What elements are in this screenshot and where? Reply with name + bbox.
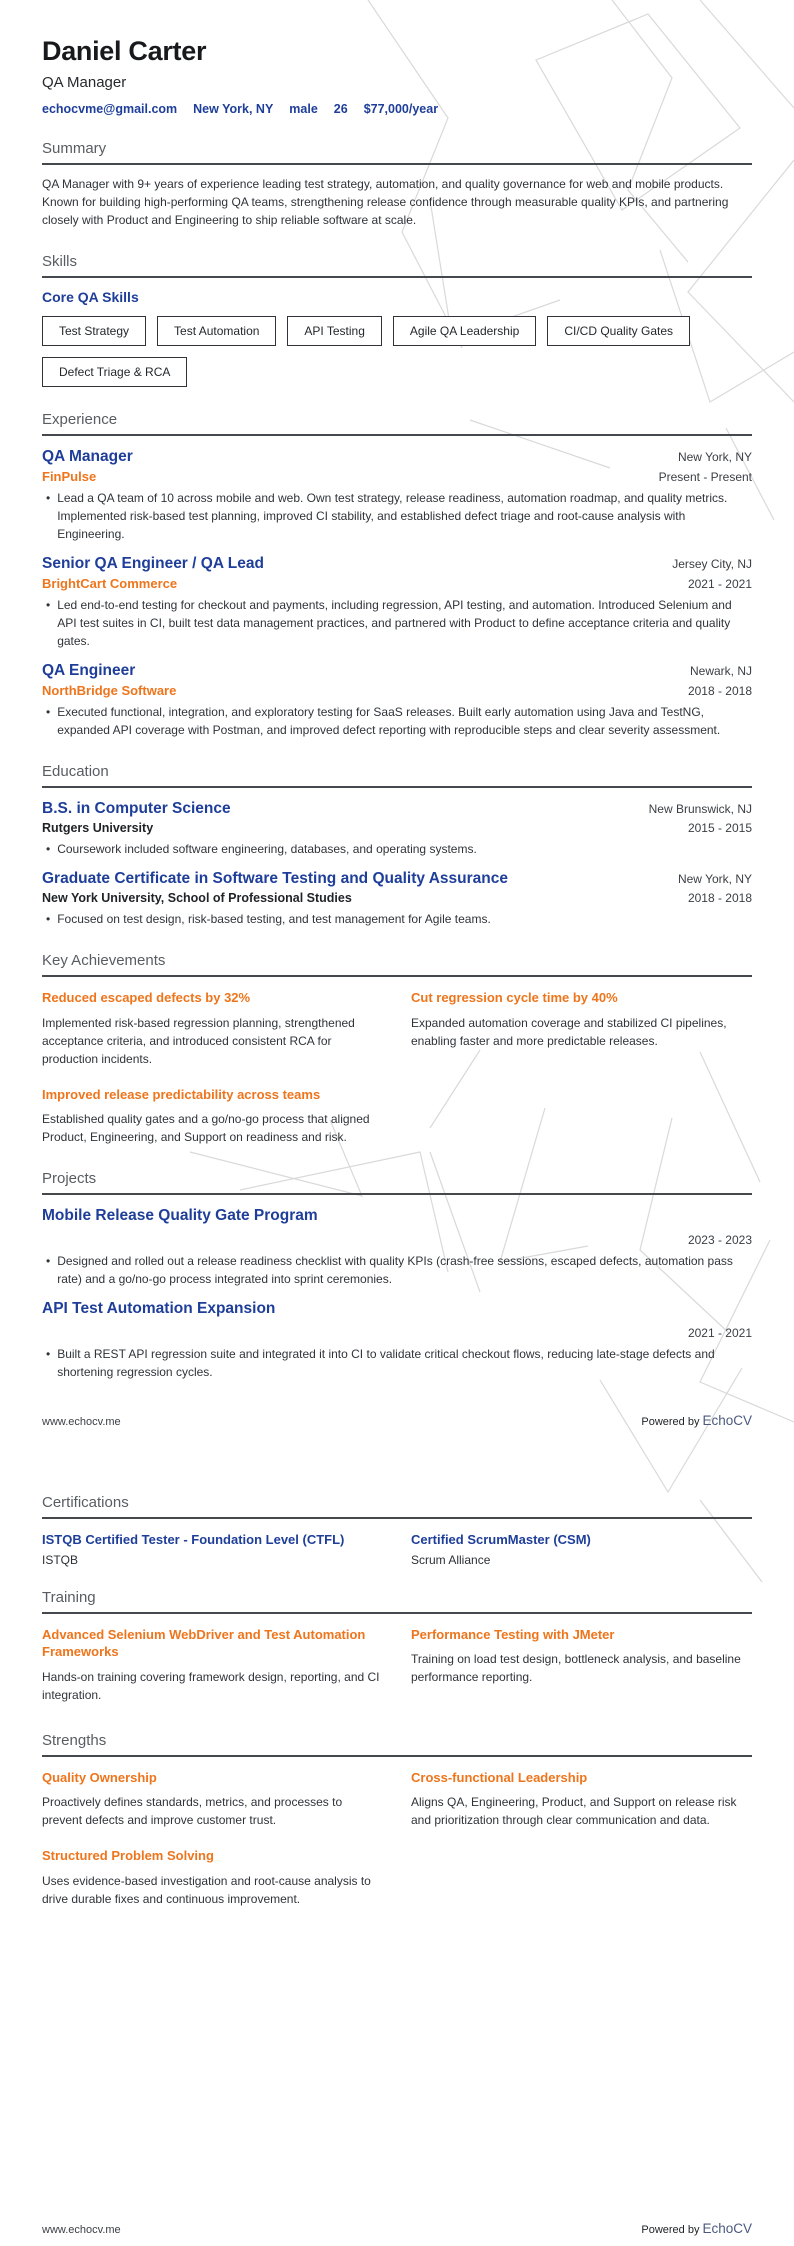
education-dates: 2015 - 2015: [687, 821, 752, 835]
achievement-title: Improved release predictability across teams: [42, 1086, 321, 1102]
skill-tag: CI/CD Quality Gates: [547, 316, 690, 346]
training-title: Performance Testing with JMeter: [411, 1626, 615, 1642]
job-location: Jersey City, NJ: [672, 557, 752, 571]
contact-email-link[interactable]: echocvme@gmail.com: [42, 102, 178, 116]
job-title: QA Engineer: [42, 662, 136, 679]
section-heading: Training: [42, 1588, 96, 1606]
footer-site-link[interactable]: www.echocv.me: [42, 1416, 121, 1429]
contact-age: 26: [333, 102, 348, 116]
resume-header: [42, 36, 752, 116]
skill-tag: Test Strategy: [42, 316, 146, 346]
education-dates: 2018 - 2018: [687, 891, 752, 905]
achievement-item: [42, 1086, 383, 1147]
section-certifications: [42, 1494, 752, 1567]
section-heading: Education: [42, 763, 109, 780]
strength-title: Quality Ownership: [42, 1769, 157, 1785]
section-heading: Summary: [42, 140, 107, 157]
certification-name: ISTQB Certified Tester - Foundation Level (CTFL): [42, 1532, 345, 1548]
section-rule: [42, 786, 752, 788]
strength-title: Structured Problem Solving: [42, 1848, 214, 1864]
project-entry: [42, 1300, 752, 1381]
school-location: New Brunswick, NJ: [648, 802, 752, 816]
section-experience: [42, 411, 752, 739]
training-item: [42, 1626, 383, 1704]
section-rule: [42, 1755, 752, 1757]
skill-tag-list: [42, 316, 752, 387]
training-text: Hands-on training covering framework design, reporting, and CI integration.: [42, 1669, 380, 1702]
training-item: [411, 1626, 752, 1704]
powered-by-label: Powered by: [641, 1416, 700, 1429]
project-entry: [42, 1207, 752, 1288]
section-rule: [42, 163, 752, 165]
company-name: FinPulse: [42, 469, 97, 484]
strength-title: Cross-functional Leadership: [411, 1769, 588, 1785]
section-education: [42, 763, 752, 928]
strength-item: [42, 1769, 383, 1830]
job-bullet: • Executed functional, integration, and exploratory testing for SaaS releases. Built early automation using Java and TestNG, expanded API coverage with Postman, and improved defect reporting with reproducible steps and clear severity assessment.: [42, 703, 752, 739]
achievement-item: [411, 989, 752, 1068]
experience-entry: [42, 448, 752, 543]
echocv-brand-link[interactable]: EchoCV: [702, 2221, 752, 2236]
section-projects: [42, 1170, 752, 1381]
section-key-achievements: [42, 952, 752, 1146]
achievement-title: Cut regression cycle time by 40%: [411, 990, 618, 1005]
contact-gender: male: [289, 102, 318, 116]
powered-by-label: Powered by: [641, 2224, 700, 2236]
page-footer: [42, 2221, 752, 2236]
section-rule: [42, 434, 752, 436]
certification-name: Certified ScrumMaster (CSM): [411, 1532, 591, 1548]
certification-item: [411, 1531, 752, 1567]
job-title: Senior QA Engineer / QA Lead: [42, 555, 264, 572]
contact-location: New York, NY: [193, 102, 274, 116]
project-title: API Test Automation Expansion: [42, 1300, 276, 1318]
certification-issuer: Scrum Alliance: [411, 1552, 491, 1567]
job-dates: 2021 - 2021: [687, 577, 752, 591]
achievement-item: [42, 989, 383, 1068]
candidate-job-title: QA Manager: [42, 74, 127, 91]
job-bullet: • Lead a QA team of 10 across mobile and web. Own test strategy, release readiness, automation roadmap, and quality metrics. Implemented risk-based test planning, improved CI stability, and established defect triage and root-cause analysis with Engineering.: [42, 489, 752, 543]
section-rule: [42, 276, 752, 278]
powered-by: [641, 2221, 752, 2236]
strength-item: [411, 1769, 752, 1830]
footer-site-link[interactable]: www.echocv.me: [42, 2224, 121, 2236]
candidate-name: Daniel Carter: [42, 36, 207, 66]
skill-tag: API Testing: [287, 316, 381, 346]
training-title: Advanced Selenium WebDriver and Test Automation Frameworks: [42, 1626, 366, 1660]
section-rule: [42, 1193, 752, 1195]
certification-item: [42, 1531, 383, 1567]
section-rule: [42, 1517, 752, 1519]
section-heading: Key Achievements: [42, 952, 166, 969]
job-location: New York, NY: [677, 450, 752, 464]
project-dates: 2023 - 2023: [687, 1233, 752, 1248]
project-bullet: • Designed and rolled out a release readiness checklist with quality KPIs (crash-free sessions, escaped defects, automation pass rate) and a go/no-go process integrated into sprint ceremonies.: [42, 1252, 752, 1288]
school-location: New York, NY: [677, 872, 752, 886]
achievement-title: Reduced escaped defects by 32%: [42, 990, 251, 1005]
section-heading: Certifications: [42, 1494, 129, 1512]
summary-text: QA Manager with 9+ years of experience leading test strategy, automation, and quality governance for web and mobile products. Known for building high-performing QA teams, strengthening release confidence through measurable quality KPIs, and partnering closely with Product and Engineering to ship reliable software at scale.: [42, 177, 729, 227]
page-footer: [42, 1413, 752, 1428]
section-heading: Projects: [42, 1170, 97, 1188]
echocv-brand-link[interactable]: EchoCV: [702, 1413, 752, 1429]
section-heading: Experience: [42, 411, 118, 428]
skill-tag: Defect Triage & RCA: [42, 357, 187, 387]
degree-title: B.S. in Computer Science: [42, 800, 231, 817]
section-training: [42, 1589, 752, 1704]
skill-tag: Agile QA Leadership: [393, 316, 536, 346]
degree-title: Graduate Certificate in Software Testing and Quality Assurance: [42, 870, 508, 887]
education-bullet: • Focused on test design, risk-based testing, and test management for Agile teams.: [42, 910, 752, 928]
job-dates: 2018 - 2018: [687, 684, 752, 698]
section-summary: [42, 140, 752, 229]
education-entry: [42, 870, 752, 928]
contact-salary: $77,000/year: [363, 102, 439, 116]
job-bullet: • Led end-to-end testing for checkout and payments, including regression, API testing, and automation. Introduced Selenium and API test suites in CI, built test data management practices, and partnered with Product to define acceptance criteria and quality gates.: [42, 596, 752, 650]
achievement-text: Established quality gates and a go/no-go process that aligned Product, Engineering, and Support on readiness and risk.: [42, 1112, 370, 1145]
job-location: Newark, NJ: [689, 664, 752, 678]
education-entry: [42, 800, 752, 858]
job-dates: Present - Present: [658, 470, 752, 484]
project-bullet: • Built a REST API regression suite and integrated it into CI to validate critical checkout flows, reducing late-stage defects and shortening regression cycles.: [42, 1345, 752, 1381]
section-skills: [42, 253, 752, 387]
strength-text: Uses evidence-based investigation and root-cause analysis to drive durable fixes and continuous improvement.: [42, 1873, 371, 1906]
experience-entry: [42, 662, 752, 739]
contact-row: [42, 102, 752, 116]
achievement-text: Implemented risk-based regression planning, strengthened acceptance criteria, and introduced consistent RCA for production incidents.: [42, 1015, 355, 1066]
section-rule: [42, 975, 752, 977]
achievement-text: Expanded automation coverage and stabilized CI pipelines, enabling faster and more predictable releases.: [411, 1015, 727, 1048]
strength-item: [42, 1847, 383, 1908]
skill-group-title: Core QA Skills: [42, 289, 139, 305]
section-heading: Strengths: [42, 1731, 107, 1749]
school-name: Rutgers University: [42, 821, 154, 835]
school-name: New York University, School of Professional Studies: [42, 891, 352, 905]
certification-issuer: ISTQB: [42, 1552, 79, 1567]
powered-by: [641, 1413, 752, 1428]
section-strengths: [42, 1732, 752, 1908]
job-title: QA Manager: [42, 448, 133, 465]
education-bullet: • Coursework included software engineering, databases, and operating systems.: [42, 840, 752, 858]
section-rule: [42, 1612, 752, 1614]
project-title: Mobile Release Quality Gate Program: [42, 1207, 318, 1225]
strength-text: Aligns QA, Engineering, Product, and Support on release risk and prioritization through clear communication and data.: [411, 1795, 737, 1828]
section-heading: Skills: [42, 253, 78, 270]
experience-entry: [42, 555, 752, 650]
company-name: NorthBridge Software: [42, 683, 177, 698]
company-name: BrightCart Commerce: [42, 576, 178, 591]
strength-text: Proactively defines standards, metrics, and processes to prevent defects and improve customer trust.: [42, 1795, 343, 1828]
skill-tag: Test Automation: [157, 316, 276, 346]
project-dates: 2021 - 2021: [687, 1326, 752, 1341]
training-text: Training on load test design, bottleneck analysis, and baseline performance reporting.: [411, 1652, 741, 1685]
